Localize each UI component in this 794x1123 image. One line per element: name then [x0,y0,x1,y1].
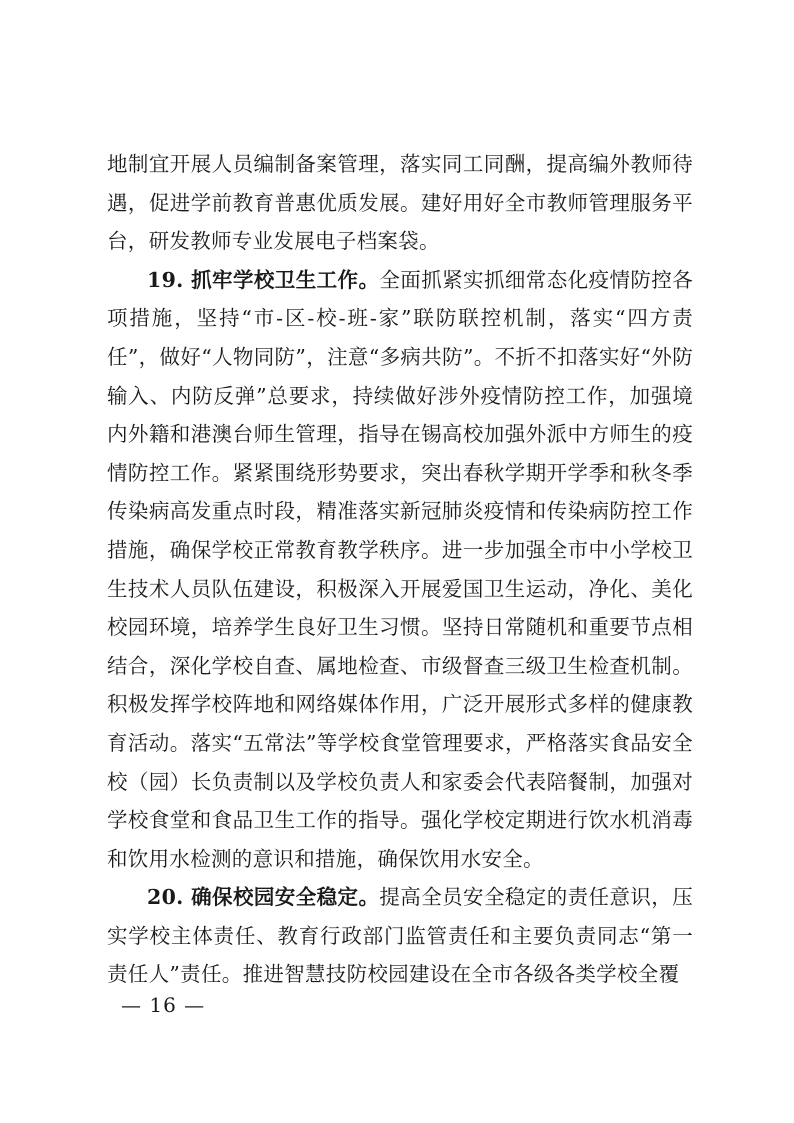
paragraph-text: 地制宜开展人员编制备案管理，落实同工同酬，提高编外教师待遇，促进学前教育普惠优质发展。建好用好全市教师管理服务平台，研发教师专业发展电子档案袋。 [107,152,693,254]
page-number: — 16 — [121,993,206,1017]
document-body [107,145,693,994]
paragraph-text: 全面抓紧实抓细常态化疫情防控各项措施，坚持“市-区-校-班-家”联防联控机制，落实“四方责任”，做好“人物同防”，注意“多病共防”。不折不扣落实好“外防输入、内防反弹”总要求，持续做好涉外疫情防控工作，加强境内外籍和港澳台师生管理，指导在锡高校加强外派中方师生的疫情防控工作。紧紧围绕形势要求，突出春秋学期开学季和秋冬季传染病高发重点时段，精准落实新冠肺炎疫情和传染病防控工作措施，确保学校正常教育教学秩序。进一步加强全市中小学校卫生技术人员队伍建设，积极深入开展爱国卫生运动，净化、美化校园环境，培养学生良好卫生习惯。坚持日常随机和重要节点相结合，深化学校自查、属地检查、市级督查三级卫生检查机制。积极发挥学校阵地和网络媒体作用，广泛开展形式多样的健康教育活动。落实“五常法”等学校食堂管理要求，严格落实食品安全校（园）长负责制以及学校负责人和家委会代表陪餐制，加强对学校食堂和食品卫生工作的指导。强化学校定期进行饮水机消毒和饮用水检测的意识和措施，确保饮用水安全。 [107,267,694,871]
section-heading: 19. 抓牢学校卫生工作。 [147,267,380,292]
paragraph-section-19 [107,261,693,879]
paragraph-section-20 [107,878,693,994]
section-heading: 20. 确保校园安全稳定。 [147,885,380,910]
paragraph-text: 提高全员安全稳定的责任意识，压实学校主体责任、教育行政部门监管责任和主要负责同志“第一责任人”责任。推进智慧技防校园建设在全市各级各类学校全覆 [107,885,694,987]
paragraph-continued [107,145,693,261]
